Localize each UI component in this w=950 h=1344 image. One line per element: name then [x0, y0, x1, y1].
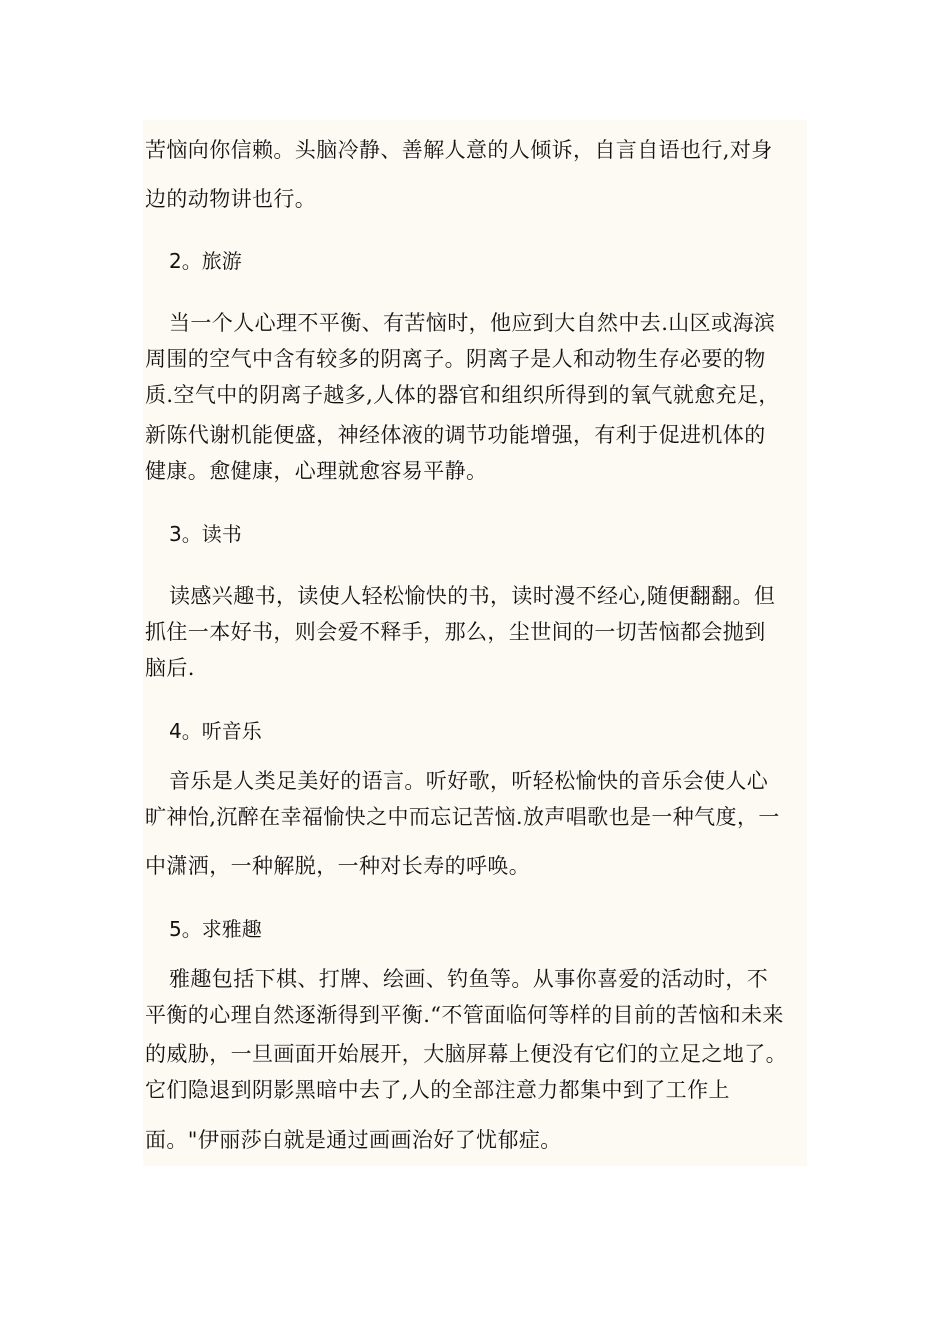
section-number: 4: [169, 719, 182, 743]
section-title: 。旅游: [181, 249, 242, 273]
paragraph-line: 抓住一本好书，则会爱不释手，那么，尘世间的一切苦恼都会抛到: [145, 620, 766, 644]
paragraph-line: 周围的空气中含有较多的阴离子。阴离子是人和动物生存必要的物: [145, 347, 766, 371]
section-title: 。读书: [181, 522, 242, 546]
paragraph-line: 音乐是人类足美好的语言。听好歌，听轻松愉快的音乐会使人心: [169, 769, 769, 793]
section-heading-music: [169, 717, 262, 745]
paragraph-line: 它们隐退到阴影黑暗中去了,人的全部注意力都集中到了工作上: [145, 1078, 730, 1102]
paragraph-line: 旷神怡,沉醉在幸福愉快之中而忘记苦恼.放声唱歌也是一种气度，一: [145, 805, 780, 829]
section-number: 5: [169, 917, 182, 941]
section-heading-reading: [169, 520, 242, 548]
paragraph-line: 苦恼向你信赖。头脑冷静、善解人意的人倾诉，自言自语也行,对身: [145, 138, 773, 162]
paragraph-line: 读感兴趣书，读使人轻松愉快的书，读时漫不经心,随便翻翻。但: [169, 584, 776, 608]
paragraph-line: 雅趣包括下棋、打牌、绘画、钓鱼等。从事你喜爱的活动时，不: [169, 967, 769, 991]
paragraph-line: 边的动物讲也行。: [145, 187, 317, 211]
paragraph-line: 当一个人心理不平衡、有苦恼时，他应到大自然中去.山区或海滨: [169, 311, 776, 335]
section-heading-travel: [169, 247, 242, 275]
section-title: 。听音乐: [181, 719, 262, 743]
paragraph-line: 平衡的心理自然逐渐得到平衡.“不管面临何等样的目前的苦恼和未来: [145, 1003, 784, 1027]
paragraph-line: 的威胁，一旦画面开始展开，大脑屏幕上便没有它们的立足之地了。: [145, 1042, 787, 1066]
section-number: 3: [169, 522, 182, 546]
paragraph-line: 质.空气中的阴离子越多,人体的器官和组织所得到的氧气就愈充足，: [145, 383, 780, 407]
paragraph-line: 健康。愈健康，心理就愈容易平静。: [145, 459, 488, 483]
section-number: 2: [169, 249, 182, 273]
paragraph-line: 新陈代谢机能便盛，神经体液的调节功能增强，有利于促进机体的: [145, 423, 766, 447]
paragraph-line: 中潇洒，一种解脱，一种对长寿的呼唤。: [145, 854, 531, 878]
section-title: 。求雅趣: [181, 917, 262, 941]
paragraph-line: 面。"伊丽莎白就是通过画画治好了忧郁症。: [145, 1128, 562, 1152]
paragraph-line: 脑后.: [145, 656, 195, 680]
section-heading-hobbies: [169, 915, 262, 943]
